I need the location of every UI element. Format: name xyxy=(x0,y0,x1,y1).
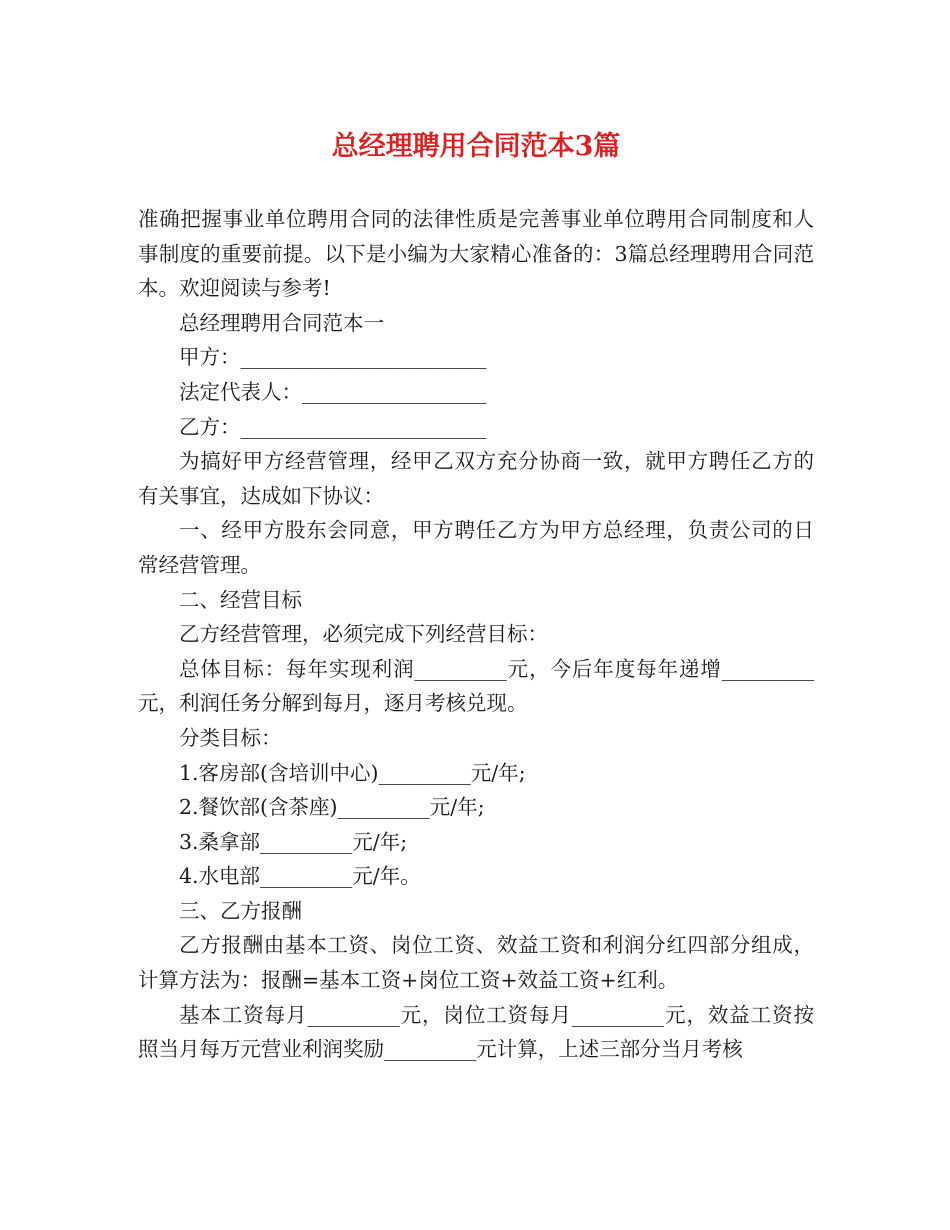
paragraph: 二、经营目标 xyxy=(179,587,302,612)
paragraph: 1.客房部(含培训中心)_________元/年; xyxy=(179,760,526,785)
paragraph: 2.餐饮部(含茶座)_________元/年; xyxy=(179,795,485,820)
paragraph: 分类目标： xyxy=(179,725,282,750)
paragraph: 甲方：________________________ xyxy=(179,345,487,370)
paragraph: 乙方：________________________ xyxy=(179,414,487,439)
paragraph: 基本工资每月_________元，岗位工资每月_________元，效益工资按照当月每万元营业利润奖励_________元计算，上述三部分当月考核 xyxy=(138,1002,814,1062)
paragraph: 乙方经营管理，必须完成下列经营目标： xyxy=(179,622,548,647)
paragraph: 为搞好甲方经营管理，经甲乙双方充分协商一致，就甲方聘任乙方的有关事宜，达成如下协议： xyxy=(138,449,814,508)
document-title: 总经理聘用合同范本3篇 xyxy=(331,131,621,162)
document-body xyxy=(138,202,814,1067)
paragraph: 总体目标：每年实现利润_________元，今后年度每年递增_________元，利润任务分解到每月，逐月考核兑现。 xyxy=(138,656,814,716)
paragraph: 准确把握事业单位聘用合同的法律性质是完善事业单位聘用合同制度和人事制度的重要前提。以下是小编为大家精心准备的：3篇总经理聘用合同范本。欢迎阅读与参考! xyxy=(138,207,814,301)
paragraph: 4.水电部_________元/年。 xyxy=(179,864,421,889)
paragraph: 三、乙方报酬 xyxy=(179,898,302,923)
paragraph: 3.桑拿部_________元/年; xyxy=(179,829,408,854)
paragraph: 乙方报酬由基本工资、岗位工资、效益工资和利润分红四部分组成，计算方法为：报酬=基本工资+岗位工资+效益工资+红利。 xyxy=(138,933,814,993)
paragraph: 法定代表人：__________________ xyxy=(179,379,487,404)
paragraph: 一、经甲方股东会同意，甲方聘任乙方为甲方总经理，负责公司的日常经营管理。 xyxy=(138,518,814,577)
paragraph: 总经理聘用合同范本一 xyxy=(179,310,384,335)
